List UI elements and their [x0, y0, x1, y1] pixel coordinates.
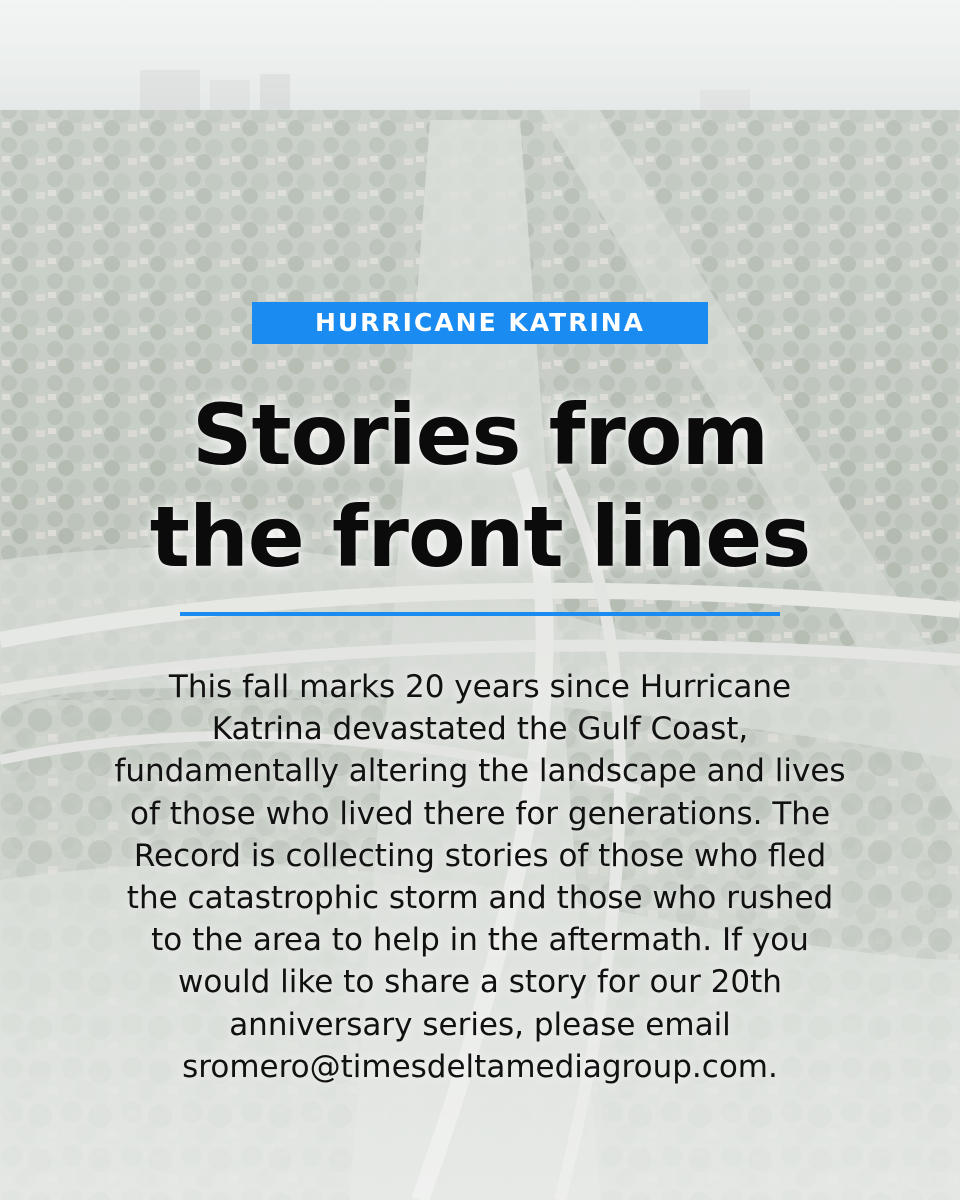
body-line: would like to share a story for our 20th: [178, 964, 782, 1001]
section-kicker-label: HURRICANE KATRINA: [252, 302, 708, 344]
body-line: anniversary series, please email: [229, 1006, 731, 1043]
headline-line-2: the front lines: [149, 488, 811, 586]
body-line: This fall marks 20 years since Hurricane: [168, 669, 792, 705]
body-line: to the area to help in the aftermath. If you: [151, 922, 809, 959]
headline: [40, 384, 920, 588]
body-line: the catastrophic storm and those who rushed: [126, 880, 834, 917]
body-line: fundamentally altering the landscape and lives: [114, 753, 846, 790]
body-line: of those who lived there for generations. The: [129, 795, 831, 832]
divider-rule: [180, 612, 780, 616]
headline-line-1: Stories from: [192, 386, 768, 484]
body-line: Record is collecting stories of those who fled: [133, 837, 827, 874]
email-address: sromero@timesdeltamediagroup.com.: [182, 1048, 778, 1085]
body-line: Katrina devastated the Gulf Coast,: [211, 711, 749, 748]
body-copy: [60, 666, 900, 1088]
